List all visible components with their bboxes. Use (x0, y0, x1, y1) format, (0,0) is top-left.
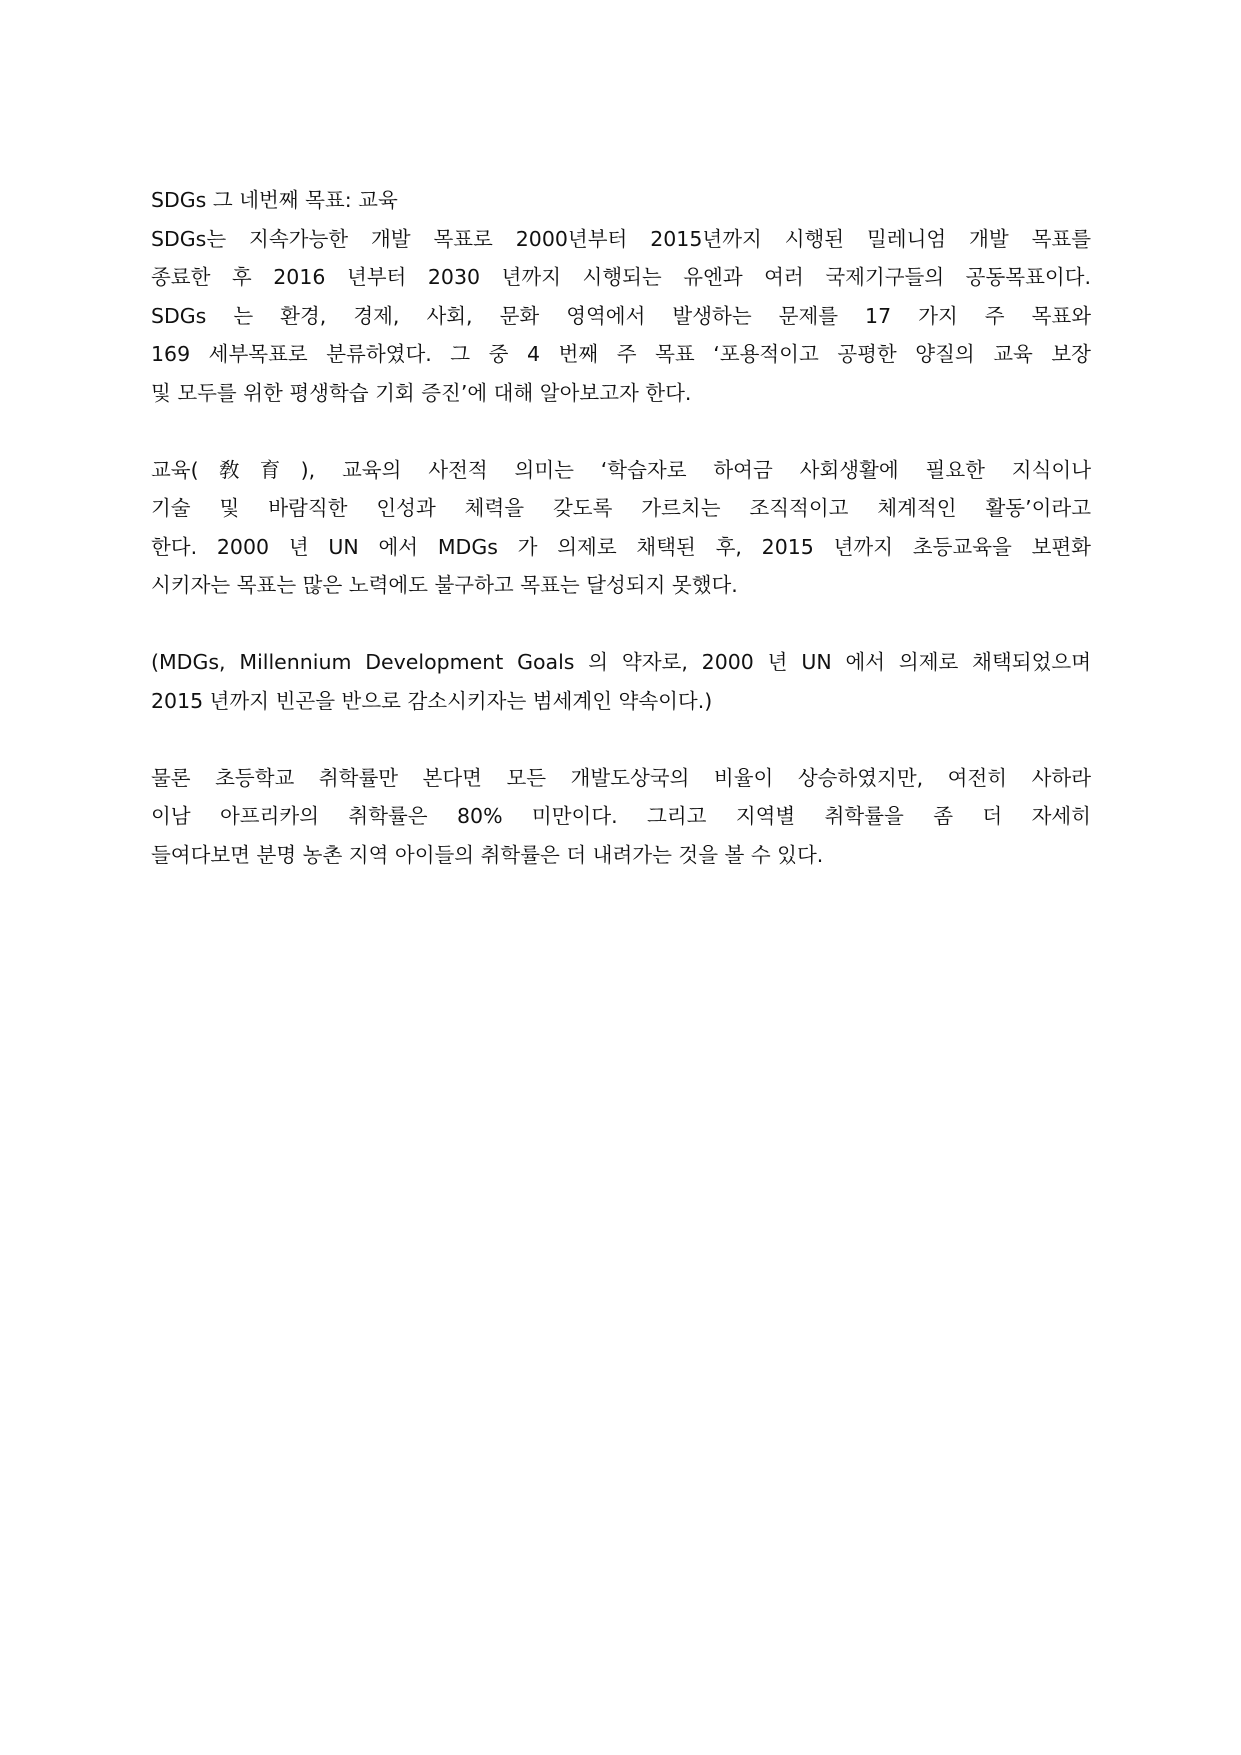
paragraph-line: 한다. 2000 년 UN 에서 MDGs 가 의제로 채택된 후, 2015 년까지 초등교육을 보편화 (151, 534, 1091, 559)
paragraph-line: 2015 년까지 빈곤을 반으로 감소시키자는 범세계인 약속이다.) (151, 688, 713, 713)
paragraph-line: 교육(敎育), 교육의 사전적 의미는 ‘학습자로 하여금 사회생활에 필요한 지식이나 (151, 457, 1091, 482)
paragraph-enrollment (151, 759, 1091, 875)
paragraph-line: 이남 아프리카의 취학률은 80% 미만이다. 그리고 지역별 취학률을 좀 더 자세히 (151, 804, 1091, 828)
document-body (151, 181, 1091, 874)
paragraph-line: 물론 초등학교 취학률만 본다면 모든 개발도상국의 비율이 상승하였지만, 여전히 사하라 (151, 765, 1091, 790)
document-title: SDGs 그 네번째 목표: 교육 (151, 188, 398, 212)
paragraph-sdgs-intro (151, 220, 1091, 413)
paragraph-line: SDGs는 지속가능한 개발 목표로 2000년부터 2015년까지 시행된 밀레니엄 개발 목표를 (151, 226, 1091, 251)
paragraph-line: 169 세부목표로 분류하였다. 그 중 4 번째 주 목표 ‘포용적이고 공평한 양질의 교육 보장 (151, 342, 1091, 366)
paragraph-education-definition (151, 451, 1091, 605)
paragraph-line: 및 모두를 위한 평생학습 기회 증진’에 대해 알아보고자 한다. (151, 380, 692, 405)
paragraph-spacer (151, 720, 1091, 759)
paragraph-spacer (151, 412, 1091, 451)
paragraph-line: (MDGs, Millennium Development Goals 의 약자로, 2000 년 UN 에서 의제로 채택되었으며 (151, 650, 1091, 674)
paragraph-line: SDGs 는 환경, 경제, 사회, 문화 영역에서 발생하는 문제를 17 가지 주 목표와 (151, 303, 1091, 328)
paragraph-line: 종료한 후 2016 년부터 2030 년까지 시행되는 유엔과 여러 국제기구들의 공동목표이다. (151, 265, 1091, 289)
paragraph-line: 시키자는 목표는 많은 노력에도 불구하고 목표는 달성되지 못했다. (151, 573, 738, 597)
paragraph-spacer (151, 605, 1091, 644)
paragraph-line: 들여다보면 분명 농촌 지역 아이들의 취학률은 더 내려가는 것을 볼 수 있다. (151, 842, 824, 867)
paragraph-mdgs-note (151, 643, 1091, 720)
paragraph-line: 기술 및 바람직한 인성과 체력을 갖도록 가르치는 조직적이고 체계적인 활동’이라고 (151, 496, 1091, 520)
